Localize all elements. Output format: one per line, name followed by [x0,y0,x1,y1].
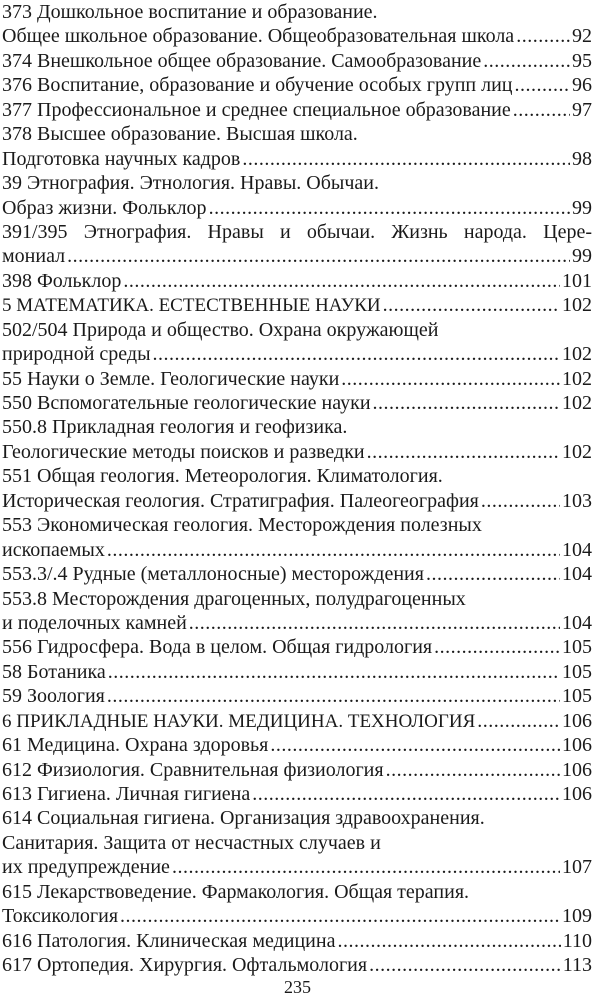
toc-line [2,635,592,659]
toc-line [2,953,592,977]
toc-entry-text: 39 Этнография. Этнология. Нравы. Обычаи. [2,172,379,195]
toc-page-number: 104 [562,611,592,634]
toc-line [2,318,592,342]
toc-page-number: 98 [572,147,592,170]
leader-dots [337,929,560,953]
toc-entry-text: 553.3/.4 Рудные (металлоносные) месторождения [2,563,424,586]
toc-entry-text: 55 Науки о Земле. Геологические науки [2,367,340,390]
toc-entry-text: 374 Внешкольное общее образование. Самообразование [2,49,482,72]
toc-section-heading [2,293,592,317]
toc-entry-text: Подготовка научных кадров [2,147,241,170]
toc-entry-text: 612 Физиология. Сравнительная физиология [2,758,384,781]
leader-dots [172,855,560,879]
toc-line [2,464,592,488]
toc-line [2,171,592,195]
leader-dots [426,562,560,586]
leader-dots [120,904,560,928]
toc-page-number: 97 [572,98,592,121]
toc-line [2,73,592,97]
toc-page-number: 92 [572,25,592,48]
toc-line [2,733,592,757]
leader-dots [123,269,560,293]
toc-line [2,929,592,953]
toc-page-number: 102 [562,367,592,390]
toc-page-number: 106 [562,734,592,757]
toc-page-number: 99 [572,196,592,219]
toc-entry-text: 556 Гидросфера. Вода в целом. Общая гидрология [2,636,433,659]
leader-dots [516,24,570,48]
toc-entry-text: 378 Высшее образование. Высшая школа. [2,123,358,146]
toc-page-number: 105 [562,660,592,683]
toc-entry-text: Санитария. Защита от несчастных случаев и [2,831,381,854]
toc-entry-text: и поделочных камней [2,611,187,634]
toc-line [2,562,592,586]
toc-entry-text: 398 Фольклор [2,269,122,292]
leader-dots [107,538,560,562]
toc-entry-text: 551 Общая геология. Метеорология. Климатология. [2,465,443,488]
toc-page-number: 104 [562,538,592,561]
toc-line [2,98,592,122]
leader-dots [386,758,560,782]
toc-entry-text: 376 Воспитание, образование и обучение особых групп лиц [2,74,513,97]
toc-line [2,244,592,268]
leader-dots [483,49,570,73]
leader-dots [242,147,570,171]
toc-page-number: 106 [562,709,592,732]
toc-line [2,367,592,391]
toc-page-number: 101 [562,269,592,292]
toc-line [2,49,592,73]
toc-line [2,880,592,904]
toc-page-number: 102 [562,343,592,366]
toc-entry-text: 553 Экономическая геология. Месторождения полезных [2,514,482,537]
leader-dots [383,293,560,317]
toc-entry-text: Токсикология [2,905,119,928]
toc-line [2,122,592,146]
toc-page-number: 102 [562,294,592,317]
toc-entry-text: 391/395 Этнография. Нравы и обычаи. Жизнь народа. Цере- [2,220,592,243]
leader-dots [515,73,571,97]
toc-entry-text: Общее школьное образование. Общеобразовательная школа [2,25,515,48]
toc-line [2,782,592,806]
toc-line [2,0,592,24]
toc-page-number: 106 [562,783,592,805]
toc-line [2,415,592,439]
toc-line [2,489,592,513]
toc-line [2,904,592,928]
toc-line [2,758,592,782]
toc-line [2,147,592,171]
toc-entry-text: 6 ПРИКЛАДНЫЕ НАУКИ. МЕДИЦИНА. ТЕХНОЛОГИЯ [2,710,476,732]
toc-entry-text: 59 Зоология [2,685,105,708]
toc-entry-text: 5 МАТЕМАТИКА. ЕСТЕСТВЕННЫЕ НАУКИ [2,295,381,317]
toc-line [2,342,592,366]
toc-line [2,684,592,708]
leader-dots [189,611,560,635]
toc-line [2,220,592,244]
leader-dots [209,196,570,220]
toc-line [2,538,592,562]
toc-entry-text: Историческая геология. Стратиграфия. Палеогеография [2,489,479,512]
toc-entry-text: 553.8 Месторождения драгоценных, полудрагоценных [2,587,466,610]
page-number: 235 [284,977,311,997]
toc-page-number: 103 [562,489,592,512]
toc-entry-text: 550.8 Прикладная геология и геофизика. [2,416,348,439]
leader-dots [369,953,561,977]
toc-entry-text: 617 Ортопедия. Хирургия. Офтальмология [2,954,368,977]
toc-page-number: 109 [562,905,592,928]
toc-section-heading [2,709,592,733]
leader-dots [270,733,560,757]
toc-entry-text: 377 Профессиональное и среднее специальное образование [2,98,511,121]
table-of-contents [2,0,592,978]
toc-entry-text: 616 Патология. Клиническая медицина [2,929,336,952]
toc-line [2,513,592,537]
toc-line [2,440,592,464]
leader-dots [108,660,560,684]
toc-entry-text: 614 Социальная гигиена. Организация здравоохранения. [2,807,485,830]
leader-dots [481,489,560,513]
toc-entry-text: ископаемых [2,538,105,561]
toc-page-number: 105 [562,636,592,659]
toc-entry-text: 502/504 Природа и общество. Охрана окружающей [2,318,439,341]
toc-page-number: 113 [562,954,592,977]
toc-line [2,611,592,635]
toc-entry-text: 58 Ботаника [2,660,106,683]
toc-page-number: 95 [572,49,592,72]
leader-dots [341,367,560,391]
toc-entry-text: 613 Гигиена. Личная гигиена [2,783,251,805]
toc-entry-text: 61 Медицина. Охрана здоровья [2,734,269,757]
toc-line [2,24,592,48]
leader-dots [373,391,560,415]
toc-page-number: 99 [572,245,592,268]
toc-page-number: 106 [562,758,592,781]
toc-page-number: 105 [562,685,592,708]
toc-page-number: 107 [562,856,592,879]
toc-line [2,660,592,684]
toc-entry-text: Геологические методы поисков и разведки [2,440,365,463]
toc-line [2,391,592,415]
toc-entry-text: Образ жизни. Фольклор [2,196,207,219]
leader-dots [513,98,570,122]
leader-dots [153,342,560,366]
toc-line [2,196,592,220]
toc-entry-text: их предупреждение [2,856,170,879]
toc-page-number: 110 [562,929,592,952]
toc-line [2,587,592,611]
leader-dots [477,709,560,733]
leader-dots [67,244,570,268]
toc-line [2,806,592,830]
toc-page-number: 96 [572,74,592,97]
toc-line [2,831,592,855]
toc-line [2,855,592,879]
toc-entry-text: мониал [2,245,66,268]
toc-entry-text: природной среды [2,343,151,366]
leader-dots [252,782,560,806]
toc-entry-text: 615 Лекарствоведение. Фармакология. Общая терапия. [2,880,470,903]
toc-page-number: 104 [562,563,592,586]
leader-dots [434,635,560,659]
leader-dots [107,684,560,708]
toc-page-number: 102 [562,392,592,414]
leader-dots [367,440,560,464]
toc-entry-text: 373 Дошкольное воспитание и образование. [2,1,378,23]
toc-entry-text: 550 Вспомогательные геологические науки [2,392,371,414]
toc-line [2,269,592,293]
toc-page-number: 102 [562,440,592,463]
